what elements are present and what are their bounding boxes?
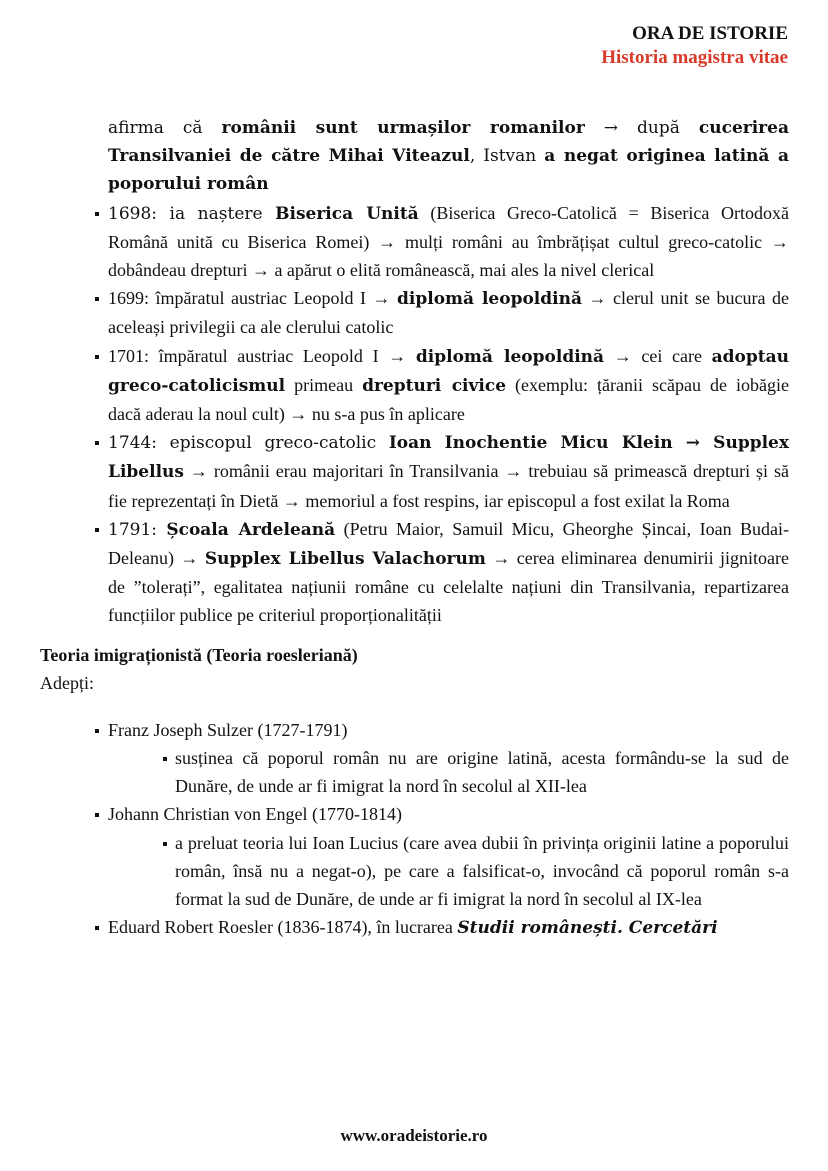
event-bold: diplomă leopoldină: [397, 289, 582, 310]
event-text: primeau: [285, 374, 363, 395]
adept-name: Franz Joseph Sulzer (1727-1791): [108, 719, 348, 740]
work-title: Studii românești. Cercetări: [457, 918, 718, 939]
site-subtitle: Historia magistra vitae: [601, 47, 788, 68]
event-text: → cerea eliminarea denumirii jignitoare de ”tolerați”, egalitatea națiunii române cu celelalte națiuni din Transilvania, repartizarea funcțiilor publice pe criteriul proporționalității: [108, 548, 790, 626]
intro-text: → după: [584, 118, 699, 138]
event-bold: diplomă leopoldină: [415, 346, 605, 367]
event-text: → românii erau majoritari în Transilvania → trebuiau să primească drepturi și să fie reprezentați în Dietă → memoriul a fost respins, iar episcopul a fost exilat la Roma: [108, 461, 789, 511]
event-text: → cei care: [604, 345, 712, 366]
site-title: ORA DE ISTORIE: [632, 23, 788, 44]
list-item: [108, 342, 789, 429]
list-item: [108, 515, 789, 630]
list-item: [108, 199, 789, 285]
event-text: 1699: împăratul austriac Leopold I →: [108, 288, 397, 309]
list-item: [108, 716, 789, 801]
intro-text: afirma că: [108, 118, 222, 138]
spacer: [40, 697, 789, 716]
adepti-label: Adepți:: [40, 672, 94, 693]
list-item: [108, 800, 789, 913]
event-bold: Biserica Unită: [275, 203, 419, 224]
event-text: 1701: împăratul austriac Leopold I →: [108, 345, 416, 366]
intro-text: , Istvan: [469, 146, 545, 167]
event-bold: Școala Ardeleană: [166, 519, 336, 540]
sub-list: [108, 829, 789, 914]
event-bold: Supplex Libellus Valachorum: [204, 549, 486, 570]
event-text: (Biserica Greco-Catolică = Biserica Ortodoxă Română unită cu Biserica Romei) → mulți români au îmbrățișat cultul greco-catolic → dobândeau drepturi → a apărut o elită românească, mai ales la nivel clerical: [108, 202, 789, 281]
event-bold: adoptau greco-catolicismul: [108, 346, 789, 396]
events-list: [40, 199, 789, 630]
event-text: 1744: episcopul greco-catolic: [108, 433, 389, 454]
page-header: [601, 22, 788, 70]
event-text: (exemplu: țăranii scăpau de iobăgie dacă aderau la noul cult) → nu s-a pus în aplicare: [108, 374, 789, 425]
sub-list-item: a preluat teoria lui Ioan Lucius (care avea dubii în privința originii latine a poporului român, însă nu a negat-o), pe care a falsificat-o, invocând că poporul român s-a format la sud de Dunăre, de unde ar fi imigrat la nord în secolul al IX-lea: [175, 829, 789, 914]
adept-name: Eduard Robert Roesler (1836-1874), în lucrarea: [108, 917, 458, 938]
sub-list-item: susținea că poporul român nu are origine latină, acesta formându-se la sud de Dunăre, de unde ar fi imigrat la nord în secolul al XII-lea: [175, 744, 789, 800]
event-text: 1698: ia naștere: [108, 203, 276, 224]
event-text: 1791:: [108, 519, 167, 540]
intro-bold: românii sunt urmașilor romanilor: [221, 118, 585, 138]
event-text: (Petru Maior, Samuil Micu, Gheorghe Șincai, Ioan Budai-Deleanu) →: [108, 518, 789, 569]
list-item: [108, 913, 789, 942]
list-item: [108, 428, 789, 515]
intro-bold: a negat originea latină a poporului român: [108, 146, 789, 195]
footer-url[interactable]: www.oradeistorie.ro: [340, 1126, 488, 1145]
sub-list: [108, 744, 789, 800]
intro-paragraph: [108, 114, 789, 199]
event-bold: Ioan Inochentie Micu Klein → Supplex Libellus: [108, 433, 789, 483]
adept-name: Johann Christian von Engel (1770-1814): [108, 804, 402, 825]
adepti-list: [40, 716, 789, 943]
event-bold: drepturi civice: [362, 375, 507, 396]
intro-bold: cucerirea Transilvaniei de către Mihai Viteazul: [108, 118, 789, 167]
page-content: [40, 114, 789, 942]
section-heading: Teoria imigraționistă (Teoria roesleriană): [40, 644, 358, 665]
event-text: → clerul unit se bucura de aceleași privilegii ca ale clerului catolic: [108, 288, 789, 338]
list-item: [108, 284, 789, 341]
